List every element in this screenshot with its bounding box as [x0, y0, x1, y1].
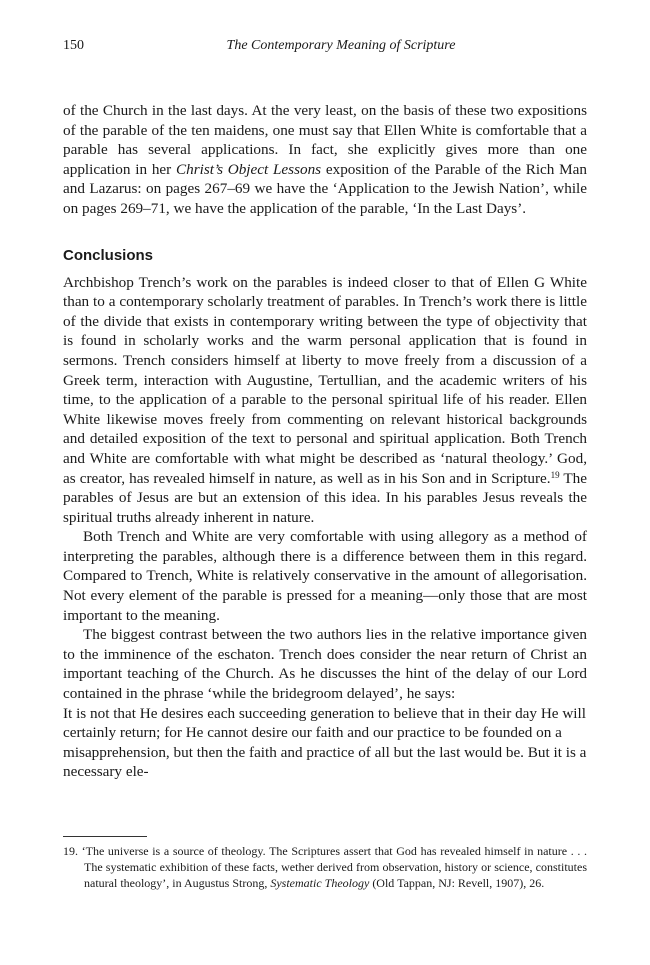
- footnote-number: 19.: [63, 844, 78, 858]
- book-title: Christ’s Object Lessons: [175, 160, 322, 178]
- paragraph-text: Archbishop Trench’s work on the parables is indeed closer to that of Ellen G White than to a contemporary scholarly treatment of parables. In Trench’s work there is little of the divide that exists in contemporary writing between the type of objectivity that is found in scholarly works and the warm personal application that is found in sermons. Trench considers himself at liberty to move freely from a discussion of a Greek term, interaction with Augustine, Tertullian, and the academic writers of his time, to the application of a parable to the personal spiritual life of his reader. Ellen White likewise moves freely from commenting on relevant historical backgrounds and detailed exposition of the text to personal and spiritual application. Both Trench and White are comfortable with what might be described as ‘natural theology.’ God, as creator, has revealed himself in nature, as well as in his Son and in Scripture.: [63, 273, 587, 487]
- footnote-text: ‘The universe is a source of theology. The Scriptures assert that God has revealed himself in nature . . . The systematic exhibition of these facts, wether derived from observation, history or science, constitutes natural theology’, in Augustus Strong,: [78, 844, 587, 891]
- page-number: 150: [63, 38, 84, 53]
- paragraph-text: of the Church in the last days. At the very least, on the basis of these two expositions of the parable of the ten maidens, one must say that Ellen White is comfortable that a parable has several applications. In fact, she explicitly gives more than one application in her: [63, 102, 587, 178]
- footnote-rule: [63, 836, 147, 837]
- paragraph-continuation: [63, 101, 587, 219]
- running-title: The Contemporary Meaning of Scripture: [226, 38, 456, 53]
- paragraph-conclusions-2: Both Trench and White are very comfortable with using allegory as a method of interpreting the parables, although there is a difference between them in this regard. Compared to Trench, White is relatively conservative in the amount of allegorisation. Not every element of the parable is pressed for a meaning—only those that are most important to the meaning.: [63, 528, 587, 624]
- footnote-reference: 19: [550, 469, 560, 480]
- footnote: [63, 843, 587, 892]
- section-heading: Conclusions: [63, 246, 154, 264]
- paragraph-conclusions-3: The biggest contrast between the two authors lies in the relative importance given to the imminence of the eschaton. Trench does consider the near return of Christ an important teaching of the Church. As he discusses the hint of the delay of our Lord contained in the phrase ‘while the bridegroom delayed’, he says:: [63, 626, 587, 703]
- paragraph-text: exposition of the Parable of the Rich Man and Lazarus: on pages 267–69 we have the ‘Application to the Jewish Nation’, while on pages 269–71, we have the application of the parable, ‘In the Last Days’.: [63, 160, 587, 217]
- footnote-book-title: Systematic Theology: [270, 876, 370, 891]
- footnote-text: (Old Tappan, NJ: Revell, 1907), 26.: [369, 876, 545, 891]
- block-quote: It is not that He desires each succeeding generation to believe that in their day He will certainly return; for He cannot desire our faith and our practice to be founded on a misapprehension, but then the faith and practice of all but the last would be. But it is a necessary ele-: [63, 704, 587, 781]
- body-text: [63, 101, 587, 782]
- paragraph-text: The parables of Jesus are but an extension of this idea. In his parables Jesus reveals the spiritual truths already inherent in nature.: [63, 469, 587, 526]
- paragraph-conclusions-1: [63, 273, 587, 528]
